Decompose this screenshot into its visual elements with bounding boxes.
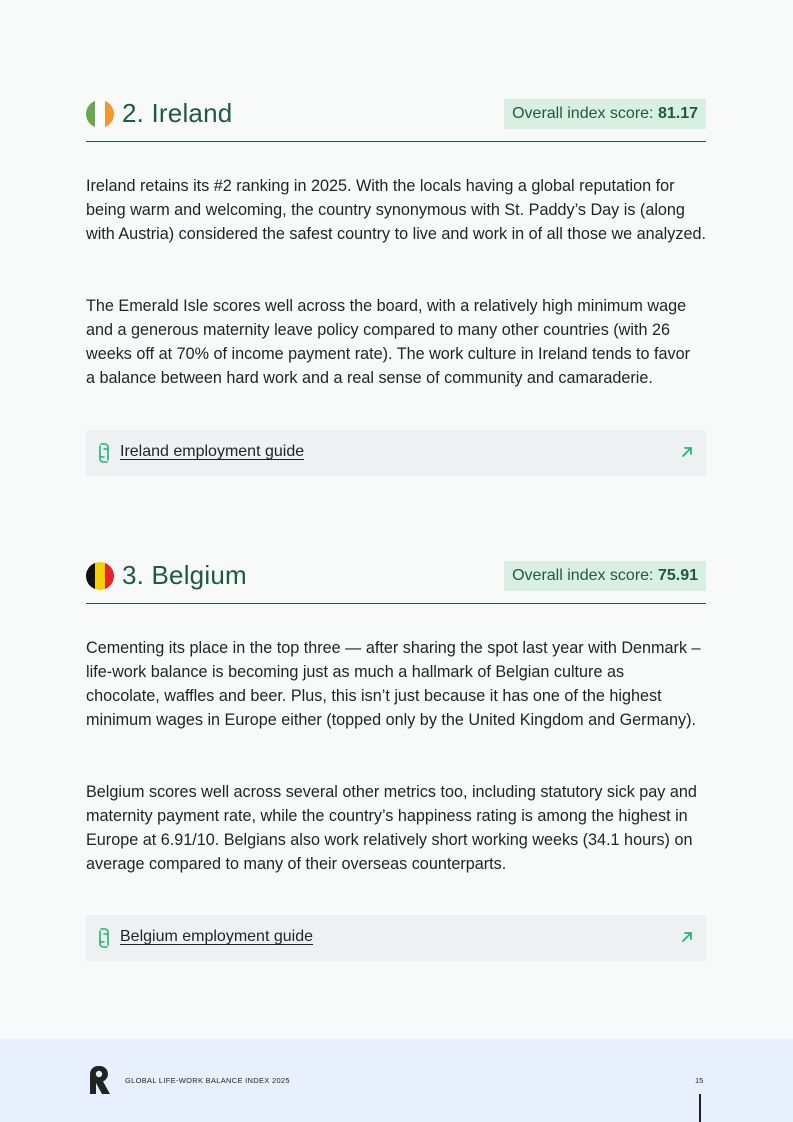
ireland-flag-icon	[86, 100, 114, 128]
score-value: 81.17	[657, 105, 698, 122]
paragraph: Cementing its place in the top three — after sharing the spot last year with Denmark – life-work balance is becoming just as much a hallmark of Belgian culture as chocolate, waffles and beer. Plus, this isn’t just because it has one of the highest minimum wages in Europe either (topped only by the United Kingdom and Germany).	[86, 639, 701, 729]
score-value: 75.91	[657, 567, 698, 584]
score-badge	[504, 99, 706, 129]
paragraph: Belgium scores well across several other metrics too, including statutory sick pay and maternity payment rate, while the country’s happiness rating is among the highest in Europe at 6.91/10. Belgians also work relatively short working weeks (34.1 hours) on average compared to many of their overseas counterparts.	[86, 783, 697, 873]
section-belgium	[86, 560, 706, 945]
paragraph: Ireland retains its #2 ranking in 2025. With the locals having a global reputation for being warm and welcoming, the country synonymous with St. Paddy’s Day is (along with Austria) considered the safest country to live and work in of all those we analyzed.	[86, 177, 706, 243]
section-header	[86, 562, 706, 604]
score-badge	[504, 561, 706, 591]
link-icon	[96, 443, 112, 463]
guide-label[interactable]: Ireland employment guide	[120, 443, 305, 460]
guide-link-ireland[interactable]	[86, 430, 706, 476]
page-divider	[699, 1094, 701, 1122]
arrow-up-right-icon[interactable]	[680, 445, 694, 459]
guide-link-belgium[interactable]	[86, 915, 706, 961]
score-label: Overall index score:	[512, 105, 658, 122]
section-title: 3. Belgium	[122, 560, 247, 590]
guide-label[interactable]: Belgium employment guide	[120, 928, 313, 945]
paragraph: The Emerald Isle scores well across the board, with a relatively high minimum wage and a generous maternity leave policy compared to many other countries (with 26 weeks off at 70% of income payment rate). The work culture in Ireland tends to favor a balance between hard work and a real sense of community and camaraderie.	[86, 297, 691, 387]
section-header	[86, 100, 706, 142]
section-title: 2. Ireland	[122, 98, 233, 128]
link-icon	[96, 928, 112, 948]
score-label: Overall index score:	[512, 567, 658, 584]
page-number: 15	[695, 1076, 704, 1085]
page-footer	[0, 1039, 793, 1122]
arrow-up-right-icon[interactable]	[680, 930, 694, 944]
footer-title: GLOBAL LIFE-WORK BALANCE INDEX 2025	[125, 1076, 290, 1085]
remote-logo-icon	[88, 1066, 110, 1094]
section-ireland	[86, 98, 706, 460]
belgium-flag-icon	[86, 562, 114, 590]
